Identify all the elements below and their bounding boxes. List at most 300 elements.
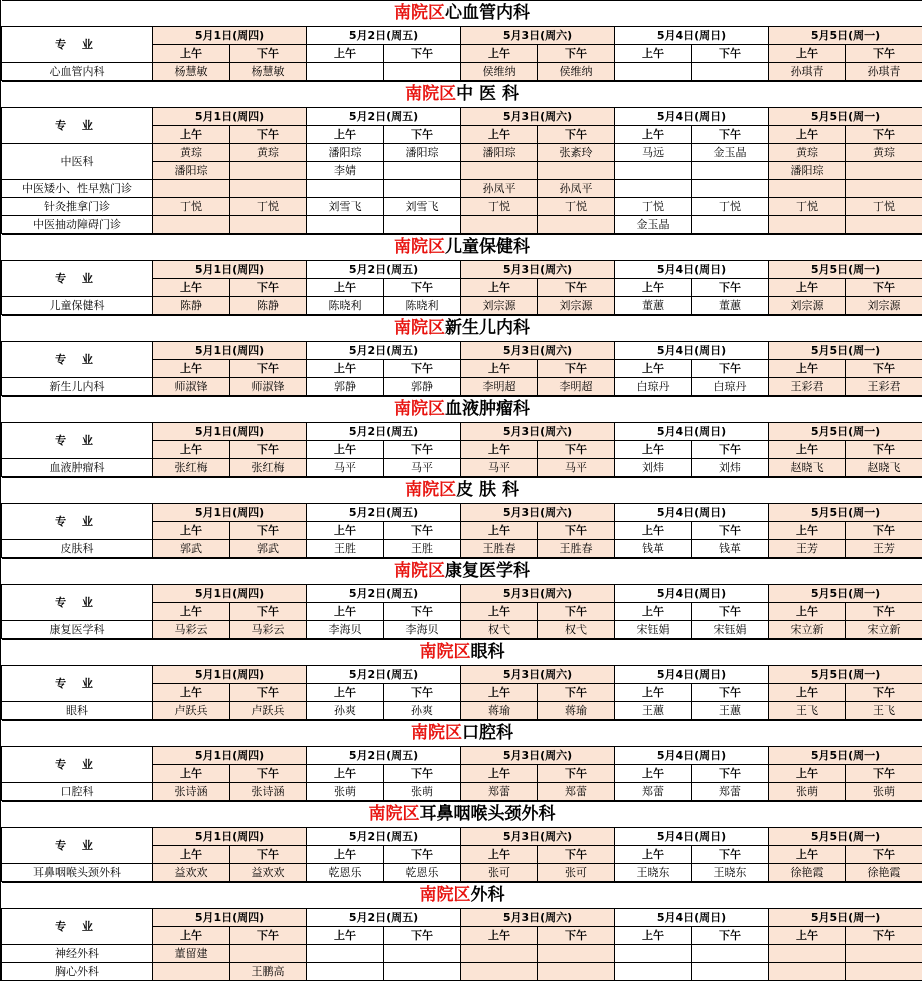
day-header: 5月2日(周五) <box>307 27 461 45</box>
doctor-cell <box>846 180 922 198</box>
afternoon-header: 下午 <box>384 846 461 864</box>
doctor-cell <box>384 162 461 180</box>
afternoon-header: 下午 <box>846 279 922 297</box>
doctor-cell: 郑蕾 <box>538 783 615 801</box>
doctor-cell <box>846 945 922 963</box>
department-name: 康复医学科 <box>445 561 530 581</box>
morning-header: 上午 <box>307 846 384 864</box>
doctor-cell: 郑蕾 <box>692 783 769 801</box>
doctor-cell: 郭静 <box>384 378 461 396</box>
doctor-cell: 张萌 <box>307 783 384 801</box>
doctor-cell: 王芳 <box>769 540 846 558</box>
doctor-cell: 郑蕾 <box>461 783 538 801</box>
afternoon-header: 下午 <box>384 603 461 621</box>
doctor-cell: 张萌 <box>384 783 461 801</box>
doctor-cell <box>692 63 769 81</box>
department-table <box>1 882 922 981</box>
doctor-cell: 权弋 <box>538 621 615 639</box>
specialty-name: 针灸推拿门诊 <box>2 198 153 216</box>
day-header: 5月4日(周日) <box>615 423 769 441</box>
day-header: 5月2日(周五) <box>307 423 461 441</box>
afternoon-header: 下午 <box>692 360 769 378</box>
afternoon-header: 下午 <box>384 684 461 702</box>
doctor-cell <box>846 162 922 180</box>
doctor-cell: 黄琮 <box>846 144 922 162</box>
doctor-cell: 杨慧敏 <box>230 63 307 81</box>
doctor-cell: 宋立新 <box>846 621 922 639</box>
department-table <box>1 315 922 396</box>
afternoon-header: 下午 <box>846 441 922 459</box>
doctor-cell: 白琼丹 <box>692 378 769 396</box>
doctor-cell <box>384 945 461 963</box>
afternoon-header: 下午 <box>692 522 769 540</box>
morning-header: 上午 <box>307 765 384 783</box>
doctor-cell: 王蕙 <box>692 702 769 720</box>
doctor-cell: 刘宗源 <box>769 297 846 315</box>
campus-label: 南院区 <box>405 84 456 104</box>
doctor-cell: 孙凤平 <box>461 180 538 198</box>
specialty-header: 专 业 <box>2 261 153 297</box>
campus-label: 南院区 <box>394 318 445 338</box>
specialty-name: 眼科 <box>2 702 153 720</box>
morning-header: 上午 <box>461 126 538 144</box>
day-header: 5月4日(周日) <box>615 261 769 279</box>
department-title <box>2 721 922 747</box>
doctor-cell: 宋立新 <box>769 621 846 639</box>
day-header: 5月3日(周六) <box>461 27 615 45</box>
morning-header: 上午 <box>769 684 846 702</box>
table-row <box>2 945 922 963</box>
doctor-cell: 王蕙 <box>615 702 692 720</box>
doctor-cell: 丁悦 <box>769 198 846 216</box>
specialty-name: 心血管内科 <box>2 63 153 81</box>
doctor-cell: 钱革 <box>615 540 692 558</box>
day-header: 5月4日(周日) <box>615 747 769 765</box>
doctor-cell <box>153 216 230 234</box>
day-header: 5月4日(周日) <box>615 504 769 522</box>
doctor-cell: 郭武 <box>153 540 230 558</box>
morning-header: 上午 <box>153 603 230 621</box>
doctor-cell: 丁悦 <box>846 198 922 216</box>
specialty-name: 新生儿内科 <box>2 378 153 396</box>
morning-header: 上午 <box>615 360 692 378</box>
doctor-cell: 徐艳霞 <box>769 864 846 882</box>
morning-header: 上午 <box>615 846 692 864</box>
afternoon-header: 下午 <box>230 765 307 783</box>
table-row <box>2 180 922 198</box>
doctor-cell: 刘宗源 <box>461 297 538 315</box>
department-table <box>1 477 922 558</box>
doctor-cell: 李明超 <box>461 378 538 396</box>
morning-header: 上午 <box>307 441 384 459</box>
specialty-name: 血液肿瘤科 <box>2 459 153 477</box>
doctor-cell: 张可 <box>538 864 615 882</box>
doctor-cell: 丁悦 <box>461 198 538 216</box>
doctor-cell <box>307 216 384 234</box>
doctor-cell: 张紊玲 <box>538 144 615 162</box>
day-header: 5月1日(周四) <box>153 261 307 279</box>
afternoon-header: 下午 <box>538 603 615 621</box>
department-title <box>2 82 922 108</box>
doctor-cell <box>230 180 307 198</box>
campus-label: 南院区 <box>411 723 462 743</box>
afternoon-header: 下午 <box>384 522 461 540</box>
campus-label: 南院区 <box>394 399 445 419</box>
day-header: 5月1日(周四) <box>153 585 307 603</box>
afternoon-header: 下午 <box>384 360 461 378</box>
doctor-cell <box>461 216 538 234</box>
afternoon-header: 下午 <box>230 45 307 63</box>
afternoon-header: 下午 <box>846 927 922 945</box>
doctor-cell <box>538 216 615 234</box>
doctor-cell <box>153 180 230 198</box>
morning-header: 上午 <box>461 603 538 621</box>
afternoon-header: 下午 <box>230 684 307 702</box>
doctor-cell: 潘阳琮 <box>307 144 384 162</box>
doctor-cell: 丁悦 <box>692 198 769 216</box>
specialty-name: 口腔科 <box>2 783 153 801</box>
campus-label: 南院区 <box>369 804 420 824</box>
doctor-cell: 马平 <box>461 459 538 477</box>
day-header: 5月3日(周六) <box>461 261 615 279</box>
doctor-cell: 乾恩乐 <box>384 864 461 882</box>
department-name: 皮 肤 科 <box>456 480 519 500</box>
doctor-cell <box>230 162 307 180</box>
afternoon-header: 下午 <box>538 927 615 945</box>
doctor-cell <box>692 216 769 234</box>
morning-header: 上午 <box>153 126 230 144</box>
table-row <box>2 198 922 216</box>
table-row <box>2 144 922 162</box>
doctor-cell: 孙凤平 <box>538 180 615 198</box>
day-header: 5月5日(周一) <box>769 27 922 45</box>
doctor-cell: 张红梅 <box>230 459 307 477</box>
table-row <box>2 540 922 558</box>
morning-header: 上午 <box>307 927 384 945</box>
specialty-name: 中医矮小、性早熟门诊 <box>2 180 153 198</box>
department-name: 新生儿内科 <box>445 318 530 338</box>
day-header: 5月1日(周四) <box>153 423 307 441</box>
afternoon-header: 下午 <box>846 45 922 63</box>
specialty-name: 神经外科 <box>2 945 153 963</box>
doctor-cell: 师淑锋 <box>230 378 307 396</box>
day-header: 5月4日(周日) <box>615 342 769 360</box>
morning-header: 上午 <box>769 441 846 459</box>
doctor-cell: 马彩云 <box>230 621 307 639</box>
day-header: 5月5日(周一) <box>769 666 922 684</box>
morning-header: 上午 <box>153 927 230 945</box>
specialty-header: 专 业 <box>2 27 153 63</box>
doctor-cell <box>615 63 692 81</box>
specialty-header: 专 业 <box>2 585 153 621</box>
doctor-cell: 马远 <box>615 144 692 162</box>
morning-header: 上午 <box>461 765 538 783</box>
day-header: 5月4日(周日) <box>615 108 769 126</box>
doctor-cell: 陈晓利 <box>384 297 461 315</box>
day-header: 5月2日(周五) <box>307 342 461 360</box>
doctor-cell: 王胜 <box>307 540 384 558</box>
afternoon-header: 下午 <box>538 522 615 540</box>
doctor-cell: 蒋瑜 <box>461 702 538 720</box>
department-title <box>2 883 922 909</box>
morning-header: 上午 <box>153 684 230 702</box>
doctor-cell: 孙琪青 <box>846 63 922 81</box>
day-header: 5月1日(周四) <box>153 828 307 846</box>
department-title <box>2 235 922 261</box>
day-header: 5月3日(周六) <box>461 108 615 126</box>
afternoon-header: 下午 <box>692 603 769 621</box>
specialty-header: 专 业 <box>2 108 153 144</box>
doctor-cell <box>769 945 846 963</box>
doctor-cell: 李婧 <box>307 162 384 180</box>
day-header: 5月5日(周一) <box>769 261 922 279</box>
table-row <box>2 621 922 639</box>
doctor-cell: 宋钰娟 <box>692 621 769 639</box>
morning-header: 上午 <box>307 684 384 702</box>
morning-header: 上午 <box>153 765 230 783</box>
department-name: 血液肿瘤科 <box>445 399 530 419</box>
doctor-cell: 刘宗源 <box>538 297 615 315</box>
morning-header: 上午 <box>461 279 538 297</box>
doctor-cell: 王晓东 <box>615 864 692 882</box>
day-header: 5月2日(周五) <box>307 585 461 603</box>
morning-header: 上午 <box>153 279 230 297</box>
afternoon-header: 下午 <box>846 360 922 378</box>
doctor-cell <box>692 945 769 963</box>
day-header: 5月5日(周一) <box>769 342 922 360</box>
department-name: 耳鼻咽喉头颈外科 <box>420 804 556 824</box>
doctor-cell: 丁悦 <box>615 198 692 216</box>
afternoon-header: 下午 <box>230 360 307 378</box>
afternoon-header: 下午 <box>538 45 615 63</box>
doctor-cell <box>230 216 307 234</box>
doctor-cell: 刘雪飞 <box>384 198 461 216</box>
doctor-cell: 陈静 <box>153 297 230 315</box>
doctor-cell: 王晓东 <box>692 864 769 882</box>
doctor-cell: 马平 <box>384 459 461 477</box>
doctor-cell <box>307 180 384 198</box>
specialty-header: 专 业 <box>2 666 153 702</box>
doctor-cell <box>769 216 846 234</box>
afternoon-header: 下午 <box>538 684 615 702</box>
specialty-name: 皮肤科 <box>2 540 153 558</box>
day-header: 5月5日(周一) <box>769 504 922 522</box>
afternoon-header: 下午 <box>538 765 615 783</box>
doctor-cell: 王彩君 <box>846 378 922 396</box>
doctor-cell: 王芳 <box>846 540 922 558</box>
doctor-cell: 张红梅 <box>153 459 230 477</box>
afternoon-header: 下午 <box>230 126 307 144</box>
doctor-cell: 丁悦 <box>153 198 230 216</box>
doctor-cell: 丁悦 <box>538 198 615 216</box>
afternoon-header: 下午 <box>384 279 461 297</box>
afternoon-header: 下午 <box>846 126 922 144</box>
table-row <box>2 378 922 396</box>
day-header: 5月3日(周六) <box>461 504 615 522</box>
doctor-cell: 陈静 <box>230 297 307 315</box>
day-header: 5月4日(周日) <box>615 27 769 45</box>
campus-label: 南院区 <box>420 642 471 662</box>
doctor-cell: 侯维纳 <box>538 63 615 81</box>
doctor-cell <box>692 162 769 180</box>
doctor-cell <box>461 945 538 963</box>
doctor-cell: 王飞 <box>769 702 846 720</box>
doctor-cell: 王胜春 <box>538 540 615 558</box>
day-header: 5月5日(周一) <box>769 909 922 927</box>
morning-header: 上午 <box>153 441 230 459</box>
day-header: 5月5日(周一) <box>769 828 922 846</box>
specialty-header: 专 业 <box>2 342 153 378</box>
specialty-name: 中医科 <box>2 144 153 180</box>
department-title <box>2 397 922 423</box>
morning-header: 上午 <box>615 45 692 63</box>
day-header: 5月4日(周日) <box>615 909 769 927</box>
campus-label: 南院区 <box>394 561 445 581</box>
day-header: 5月4日(周日) <box>615 828 769 846</box>
doctor-cell: 郭武 <box>230 540 307 558</box>
doctor-cell: 蒋瑜 <box>538 702 615 720</box>
doctor-cell <box>769 180 846 198</box>
doctor-cell: 董蕙 <box>692 297 769 315</box>
day-header: 5月1日(周四) <box>153 747 307 765</box>
day-header: 5月5日(周一) <box>769 423 922 441</box>
doctor-cell: 潘阳琮 <box>153 162 230 180</box>
doctor-cell: 郑蕾 <box>615 783 692 801</box>
department-name: 儿童保健科 <box>445 237 530 257</box>
morning-header: 上午 <box>461 927 538 945</box>
afternoon-header: 下午 <box>538 846 615 864</box>
doctor-cell: 卢跃兵 <box>153 702 230 720</box>
morning-header: 上午 <box>769 279 846 297</box>
specialty-name: 康复医学科 <box>2 621 153 639</box>
afternoon-header: 下午 <box>538 441 615 459</box>
morning-header: 上午 <box>153 45 230 63</box>
specialty-header: 专 业 <box>2 747 153 783</box>
morning-header: 上午 <box>461 846 538 864</box>
department-name: 心血管内科 <box>445 3 530 23</box>
doctor-cell: 赵晓飞 <box>846 459 922 477</box>
day-header: 5月3日(周六) <box>461 423 615 441</box>
campus-label: 南院区 <box>420 885 471 905</box>
morning-header: 上午 <box>769 846 846 864</box>
day-header: 5月3日(周六) <box>461 747 615 765</box>
table-row <box>2 702 922 720</box>
morning-header: 上午 <box>615 126 692 144</box>
doctor-cell: 王胜 <box>384 540 461 558</box>
day-header: 5月2日(周五) <box>307 504 461 522</box>
day-header: 5月3日(周六) <box>461 828 615 846</box>
department-name: 口腔科 <box>462 723 513 743</box>
doctor-cell <box>307 63 384 81</box>
morning-header: 上午 <box>769 45 846 63</box>
doctor-cell: 陈晓利 <box>307 297 384 315</box>
department-table <box>1 558 922 639</box>
afternoon-header: 下午 <box>384 927 461 945</box>
morning-header: 上午 <box>769 522 846 540</box>
department-name: 眼科 <box>471 642 505 662</box>
day-header: 5月3日(周六) <box>461 585 615 603</box>
doctor-cell <box>307 945 384 963</box>
day-header: 5月2日(周五) <box>307 747 461 765</box>
morning-header: 上午 <box>307 45 384 63</box>
afternoon-header: 下午 <box>230 927 307 945</box>
doctor-cell: 白琼丹 <box>615 378 692 396</box>
doctor-cell <box>384 216 461 234</box>
morning-header: 上午 <box>769 360 846 378</box>
department-table <box>1 0 922 81</box>
doctor-cell: 卢跃兵 <box>230 702 307 720</box>
afternoon-header: 下午 <box>230 522 307 540</box>
morning-header: 上午 <box>769 765 846 783</box>
specialty-name: 耳鼻咽喉头颈外科 <box>2 864 153 882</box>
doctor-cell: 王鹏高 <box>230 963 307 981</box>
afternoon-header: 下午 <box>846 603 922 621</box>
afternoon-header: 下午 <box>846 765 922 783</box>
campus-label: 南院区 <box>394 237 445 257</box>
day-header: 5月3日(周六) <box>461 342 615 360</box>
morning-header: 上午 <box>307 360 384 378</box>
specialty-header: 专 业 <box>2 504 153 540</box>
afternoon-header: 下午 <box>692 441 769 459</box>
day-header: 5月2日(周五) <box>307 108 461 126</box>
department-title <box>2 1 922 27</box>
doctor-cell <box>230 945 307 963</box>
department-title <box>2 802 922 828</box>
doctor-cell: 马平 <box>307 459 384 477</box>
morning-header: 上午 <box>769 603 846 621</box>
day-header: 5月5日(周一) <box>769 747 922 765</box>
afternoon-header: 下午 <box>692 846 769 864</box>
morning-header: 上午 <box>153 522 230 540</box>
department-table <box>1 639 922 720</box>
table-row <box>2 864 922 882</box>
doctor-cell <box>384 63 461 81</box>
doctor-cell <box>846 216 922 234</box>
doctor-cell: 李海贝 <box>384 621 461 639</box>
doctor-cell: 王飞 <box>846 702 922 720</box>
morning-header: 上午 <box>153 360 230 378</box>
doctor-cell <box>615 180 692 198</box>
department-title <box>2 316 922 342</box>
doctor-cell: 赵晓飞 <box>769 459 846 477</box>
morning-header: 上午 <box>615 765 692 783</box>
table-row <box>2 63 922 81</box>
doctor-cell: 张萌 <box>846 783 922 801</box>
doctor-cell: 钱革 <box>692 540 769 558</box>
morning-header: 上午 <box>615 684 692 702</box>
specialty-name: 中医抽动障碍门诊 <box>2 216 153 234</box>
table-row <box>2 783 922 801</box>
afternoon-header: 下午 <box>692 126 769 144</box>
doctor-cell: 孙琪青 <box>769 63 846 81</box>
department-table <box>1 396 922 477</box>
campus-label: 南院区 <box>405 480 456 500</box>
doctor-cell <box>461 162 538 180</box>
doctor-cell <box>538 945 615 963</box>
morning-header: 上午 <box>615 279 692 297</box>
day-header: 5月3日(周六) <box>461 909 615 927</box>
specialty-header: 专 业 <box>2 909 153 945</box>
doctor-cell: 马平 <box>538 459 615 477</box>
morning-header: 上午 <box>307 279 384 297</box>
day-header: 5月1日(周四) <box>153 342 307 360</box>
department-table <box>1 801 922 882</box>
department-title <box>2 559 922 585</box>
table-row <box>2 459 922 477</box>
morning-header: 上午 <box>615 441 692 459</box>
doctor-cell: 侯维纳 <box>461 63 538 81</box>
department-title <box>2 640 922 666</box>
